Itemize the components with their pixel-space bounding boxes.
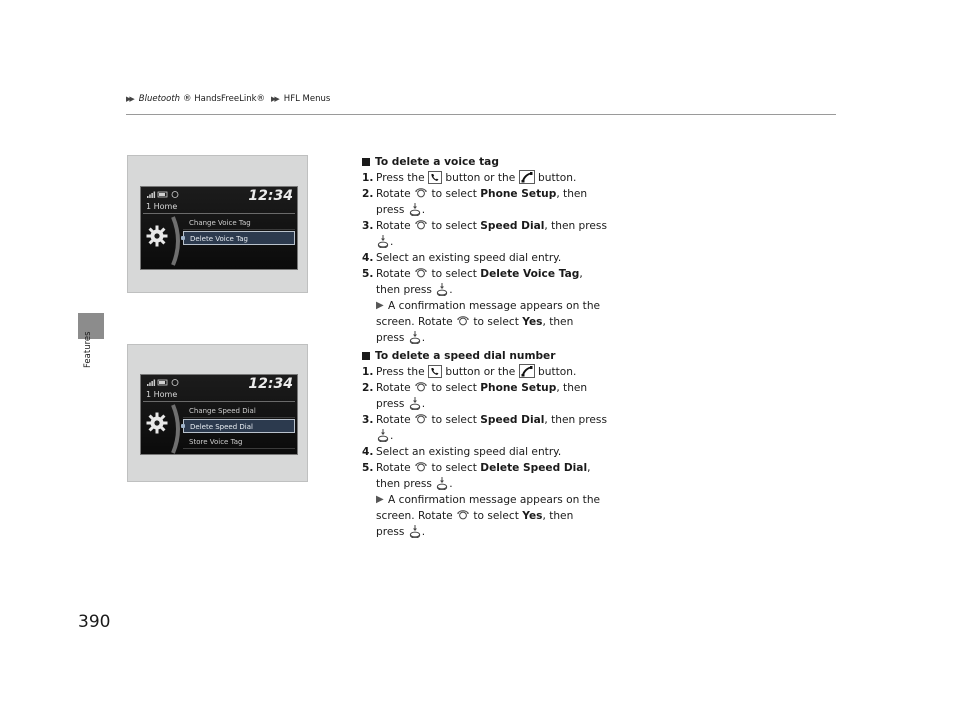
step-text: button.: [538, 172, 577, 184]
step-5: [362, 460, 622, 476]
breadcrumb-separator-icon: ▶▶: [271, 95, 278, 103]
breadcrumb-bluetooth: Bluetooth: [138, 94, 181, 104]
step-4: [362, 250, 622, 266]
chapter-label: Features: [83, 331, 93, 368]
interface-dial-rotate-icon: [414, 218, 428, 232]
step-number: 1.: [362, 172, 374, 184]
step-2: [362, 186, 622, 202]
breadcrumb-arrow-icon: ▶▶: [126, 95, 133, 103]
breadcrumb: [126, 94, 330, 104]
interface-dial-rotate-icon: [414, 266, 428, 280]
step-text: Rotate: [376, 268, 411, 280]
note-text: to select: [473, 510, 519, 522]
step-text: to select: [431, 188, 477, 200]
confirmation-note-continued: [362, 314, 622, 330]
note-text: screen. Rotate: [376, 510, 453, 522]
note-text: A confirmation message appears on the: [388, 300, 601, 312]
menu-arc: [171, 403, 183, 455]
step-5-continued: then press .: [376, 478, 453, 490]
interface-dial-rotate-icon: [456, 314, 470, 328]
step-text: Select an existing speed dial entry.: [376, 252, 562, 264]
confirmation-note-continued: [362, 508, 622, 524]
interface-dial-press-icon: [435, 476, 449, 490]
menu-arc: [171, 215, 183, 267]
step-3: [362, 218, 622, 234]
note-text: A confirmation message appears on the: [388, 494, 601, 506]
gear-icon: [145, 411, 169, 435]
heading-text: To delete a voice tag: [375, 156, 499, 168]
interface-dial-press-icon: [408, 396, 422, 410]
step-text: , then press: [544, 414, 607, 426]
selection-marker-icon: [181, 236, 185, 240]
interface-dial-rotate-icon: [414, 412, 428, 426]
interface-dial-press-icon: [376, 428, 390, 442]
menu-option-name: Yes: [522, 510, 543, 522]
menu-item-label: Delete Speed Dial: [190, 423, 253, 431]
menu-option-name: Phone Setup: [480, 382, 557, 394]
step-text: press: [376, 398, 405, 410]
step-text: to select: [431, 382, 477, 394]
note-text: to select: [473, 316, 519, 328]
interface-dial-press-icon: [435, 282, 449, 296]
screen-divider: [143, 213, 295, 214]
menu-item-label: Change Speed Dial: [189, 407, 256, 415]
step-number: 2.: [362, 188, 374, 200]
step-4: [362, 444, 622, 460]
menu-item-label: Delete Voice Tag: [190, 235, 248, 243]
step-number: 4.: [362, 446, 374, 458]
step-text: , then press: [544, 220, 607, 232]
status-icons: [147, 378, 181, 386]
interface-dial-press-icon: [376, 234, 390, 248]
step-text: Rotate: [376, 188, 411, 200]
step-number: 4.: [362, 252, 374, 264]
confirmation-note-end: press .: [376, 332, 426, 344]
step-1: [362, 364, 622, 380]
step-text: then press: [376, 478, 432, 490]
step-number: 3.: [362, 414, 374, 426]
figure-delete-voice-tag: [127, 155, 308, 293]
menu-item-change-speed-dial[interactable]: [183, 404, 295, 418]
signal-battery-icon: [147, 190, 181, 199]
note-text: screen. Rotate: [376, 316, 453, 328]
menu-item-change-voice-tag[interactable]: [183, 216, 295, 230]
home-label: 1 Home: [146, 202, 178, 211]
display-screen: [140, 374, 298, 455]
step-text: , then: [556, 382, 588, 394]
menu-item-store-voice-tag[interactable]: [183, 435, 295, 449]
confirmation-note: [362, 298, 622, 314]
interface-dial-rotate-icon: [414, 186, 428, 200]
step-text: , then: [556, 188, 588, 200]
status-icons: [147, 190, 181, 198]
interface-dial-rotate-icon: [456, 508, 470, 522]
note-text: , then: [542, 316, 574, 328]
section-heading-delete-speed-dial: [362, 348, 622, 364]
step-number: 3.: [362, 220, 374, 232]
menu-item-delete-speed-dial[interactable]: [183, 419, 295, 433]
figure-delete-speed-dial: [127, 344, 308, 482]
signal-battery-icon: [147, 378, 181, 387]
step-3-continued: .: [362, 428, 622, 444]
right-triangle-arrow-icon: ▶: [376, 494, 384, 505]
breadcrumb-handsfreelink: ® HandsFreeLink®: [183, 94, 266, 104]
square-bullet-icon: [362, 352, 370, 360]
step-text: Rotate: [376, 414, 411, 426]
step-text: Press the: [376, 172, 425, 184]
interface-dial-rotate-icon: [414, 380, 428, 394]
step-5-continued: then press .: [376, 284, 453, 296]
step-5: [362, 266, 622, 282]
step-text: Rotate: [376, 220, 411, 232]
heading-text: To delete a speed dial number: [375, 350, 556, 362]
step-text: Rotate: [376, 462, 411, 474]
interface-dial-press-icon: [408, 330, 422, 344]
home-label: 1 Home: [146, 390, 178, 399]
screen-divider: [143, 401, 295, 402]
interface-dial-rotate-icon: [414, 460, 428, 474]
step-text: to select: [431, 462, 477, 474]
phone-button-icon: [428, 365, 442, 378]
step-number: 5.: [362, 462, 374, 474]
step-number: 5.: [362, 268, 374, 280]
header-divider: [126, 114, 836, 115]
instructions: [362, 154, 622, 540]
step-text: to select: [431, 220, 477, 232]
gear-icon: [145, 224, 169, 248]
confirmation-note-end: press .: [376, 526, 426, 538]
menu-option-name: Delete Voice Tag: [480, 268, 580, 280]
step-text: Rotate: [376, 382, 411, 394]
page-number: 390: [78, 612, 111, 632]
pickup-button-icon: [519, 170, 535, 184]
step-2-continued: press .: [376, 398, 426, 410]
menu-item-delete-voice-tag[interactable]: [183, 231, 295, 245]
selection-marker-icon: [181, 424, 185, 428]
step-3: [362, 412, 622, 428]
step-text: ,: [579, 268, 583, 280]
confirmation-note: [362, 492, 622, 508]
step-number: 2.: [362, 382, 374, 394]
menu-option-name: Yes: [522, 316, 543, 328]
note-text: , then: [542, 510, 574, 522]
menu-option-name: Delete Speed Dial: [480, 462, 588, 474]
step-text: button or the: [445, 172, 516, 184]
step-text: ,: [587, 462, 591, 474]
menu-item-label: Change Voice Tag: [189, 219, 251, 227]
step-text: Select an existing speed dial entry.: [376, 446, 562, 458]
phone-button-icon: [428, 171, 442, 184]
step-text: to select: [431, 414, 477, 426]
step-text: button or the: [445, 366, 516, 378]
step-text: then press: [376, 284, 432, 296]
interface-dial-press-icon: [408, 202, 422, 216]
step-text: to select: [431, 268, 477, 280]
breadcrumb-hfl-menus: HFL Menus: [283, 94, 331, 104]
step-text: press: [376, 204, 405, 216]
menu-item-label: Store Voice Tag: [189, 438, 243, 446]
step-2: [362, 380, 622, 396]
step-3-continued: .: [362, 234, 622, 250]
interface-dial-press-icon: [408, 524, 422, 538]
step-text: Press the: [376, 366, 425, 378]
clock: 12:34: [248, 376, 293, 392]
menu-option-name: Phone Setup: [480, 188, 557, 200]
note-text: press: [376, 526, 405, 538]
note-text: press: [376, 332, 405, 344]
step-text: button.: [538, 366, 577, 378]
pickup-button-icon: [519, 364, 535, 378]
menu-option-name: Speed Dial: [480, 220, 545, 232]
right-triangle-arrow-icon: ▶: [376, 300, 384, 311]
square-bullet-icon: [362, 158, 370, 166]
display-screen: [140, 186, 298, 270]
step-number: 1.: [362, 366, 374, 378]
menu-option-name: Speed Dial: [480, 414, 545, 426]
step-2-continued: press .: [376, 204, 426, 216]
section-heading-delete-voice-tag: [362, 154, 622, 170]
step-1: [362, 170, 622, 186]
clock: 12:34: [248, 188, 293, 204]
